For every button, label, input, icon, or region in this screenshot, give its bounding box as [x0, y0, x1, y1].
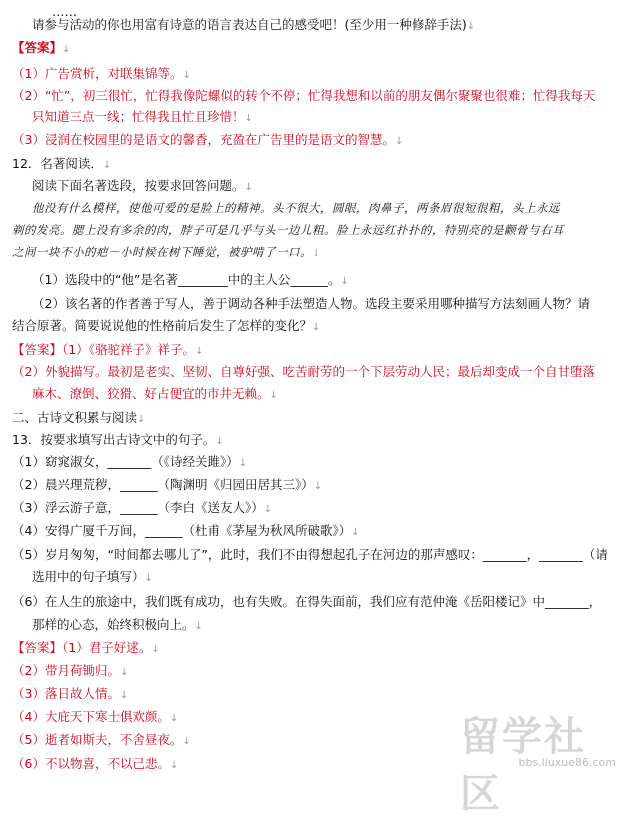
- line-text: （1）广告赏析，对联集锦等。: [12, 66, 183, 81]
- paragraph-mark: ↓: [62, 44, 71, 55]
- paragraph-mark: ↓: [102, 160, 112, 171]
- line-text: （2）该名著的作者善于写人，善于调动各种手法塑造人物。选段主要采用哪种描写方法刻画人物？请: [32, 296, 590, 311]
- line-text: （1）窈窕淑女，_______（《诗经关雎》）: [12, 454, 239, 469]
- line-text: （1）选段中的“他”是名著________中的主人公______。: [32, 272, 341, 287]
- paragraph-mark: ↓: [144, 573, 153, 584]
- line-text: 【答案】: [12, 40, 63, 55]
- text-line: [32, 17, 475, 35]
- text-line: [12, 523, 360, 541]
- paragraph-mark: ↓: [238, 458, 248, 469]
- text-line: [32, 200, 560, 216]
- line-text: （4）大庇天下寒士俱欢颜。: [12, 709, 170, 724]
- line-text: 之间一块不小的疤－小时候在树下睡觉，被驴啃了一口。: [12, 245, 312, 259]
- paragraph-mark: ↓: [340, 276, 349, 287]
- line-text: 二、古诗文积累与阅读: [12, 410, 138, 425]
- line-text: 选用中的句子填写）: [32, 569, 145, 584]
- text-line: [12, 686, 128, 704]
- line-text: 12．名著阅读．: [12, 156, 103, 171]
- line-text: （5）逝者如斯夫，不舍昼夜。: [12, 732, 183, 747]
- line-text: 阅读下面名著选段，按要求回答问题。: [32, 178, 245, 193]
- line-text: （6）不以物喜，不以己悲。: [12, 756, 170, 771]
- line-text: 13．按要求填写出古诗文中的句子。: [12, 432, 216, 447]
- line-text: 只知道三点一线；忙得我且忙且珍惜！: [32, 109, 245, 124]
- text-line: [12, 640, 160, 658]
- paragraph-mark: ↓: [312, 248, 321, 259]
- watermark-title: 留学社区: [460, 714, 586, 817]
- paragraph-mark: ↓: [182, 736, 191, 747]
- paragraph-mark: ↓: [244, 113, 253, 124]
- text-line: [12, 244, 321, 262]
- text-line: [32, 272, 349, 290]
- text-line: [32, 178, 253, 196]
- line-text: （6）在人生的旅途中，我们既有成功，也有失败。在得失面前，我们应有范仲淹《岳阳楼记》中_______，: [12, 594, 602, 609]
- paragraph-mark: ↓: [151, 644, 160, 655]
- line-text: （5）岁月匆匆，“时间都去哪儿了”，此时，我们不由得想起孔子在河边的那声感叹：_______，_______（请: [12, 547, 608, 562]
- line-text: （2）“忙”，初三很忙，忙得我像陀螺似的转个不停；忙得我想和以前的朋友偶尔聚聚也很难；忙得我每天: [12, 88, 596, 103]
- line-text: 他没有什么模样，使他可爱的是脸上的精神。头不很大，圆眼，肉鼻子，两条眉很短很粗，头上永远: [32, 201, 560, 215]
- line-text: （4）安得广厦千万间，______（杜甫《茅屋为秋风所破歌》）: [12, 523, 352, 538]
- line-text: 结合原著。简要说说他的性格前后发生了怎样的变化？: [12, 318, 313, 333]
- line-text: （2）晨兴理荒秽，______（陶渊明《归园田居其三》）: [12, 477, 314, 492]
- text-line: [32, 569, 153, 587]
- text-line: [12, 547, 608, 563]
- text-line: [12, 364, 595, 380]
- watermark-logo: [460, 705, 620, 817]
- line-text: （3）落日故人情。: [12, 686, 120, 701]
- text-line: [12, 410, 145, 428]
- line-text: ……: [52, 4, 77, 19]
- paragraph-mark: ↓: [394, 136, 404, 147]
- text-line: [12, 342, 203, 360]
- text-line: [32, 386, 278, 404]
- text-line: [12, 432, 224, 450]
- text-line: [12, 709, 178, 727]
- paragraph-mark: ↓: [244, 182, 253, 193]
- line-text: 请参与活动的你也用富有诗意的语言表达自己的感受吧！(至少用一种修辞手法): [32, 17, 467, 32]
- paragraph-mark: ↓: [312, 322, 321, 333]
- paragraph-mark: ↓: [169, 713, 179, 724]
- paragraph-mark: ↓: [194, 346, 204, 357]
- text-line: [12, 222, 564, 238]
- text-line: [12, 500, 272, 518]
- paragraph-mark: ↓: [119, 667, 129, 678]
- text-line: [12, 454, 247, 472]
- paragraph-mark: ↓: [269, 390, 278, 401]
- paragraph-mark: ↓: [169, 760, 179, 771]
- text-line: [12, 594, 601, 610]
- text-line: [12, 132, 403, 150]
- line-text: （2）带月荷锄归。: [12, 663, 120, 678]
- text-line: [12, 663, 128, 681]
- line-text: （3）浸润在校园里的是语文的馨香，充盈在广告里的是语文的智慧。: [12, 132, 395, 147]
- line-text: 【答案】（1）君子好逑。: [12, 640, 152, 655]
- paragraph-mark: ↓: [351, 527, 360, 538]
- paragraph-mark: ↓: [119, 690, 129, 701]
- text-line: [12, 156, 111, 174]
- line-text: 麻木、潦倒、狡猾、好占便宜的市井无赖。: [32, 386, 270, 401]
- paragraph-mark: ↓: [137, 414, 146, 425]
- text-line: [32, 296, 590, 312]
- text-line: [12, 66, 191, 84]
- watermark-url: bbs.liuxue86.com: [518, 756, 616, 769]
- text-line: [12, 756, 178, 774]
- text-line: [12, 318, 320, 336]
- text-line: [32, 617, 203, 635]
- text-line: [12, 40, 70, 58]
- text-line: [12, 732, 191, 750]
- paragraph-mark: ↓: [182, 70, 191, 81]
- line-text: 【答案】（1）《骆驼祥子》祥子。: [12, 342, 195, 357]
- paragraph-mark: ↓: [313, 481, 323, 492]
- paragraph-mark: ↓: [466, 21, 476, 32]
- text-line: [12, 477, 322, 495]
- line-text: （2）外貌描写。最初是老实、坚韧、自尊好强、吃苦耐劳的一个下层劳动人民；最后却变成一个自甘堕落: [12, 364, 595, 379]
- line-text: 剃的发亮。腮上没有多余的肉，脖子可是几乎与头一边儿粗。脸上永远红扑扑的，特别亮的是颧骨与右耳: [12, 223, 564, 237]
- line-text: 那样的心态，始终积极向上。: [32, 617, 195, 632]
- text-line: [32, 109, 253, 127]
- line-text: （3）浮云游子意，______（李白《送友人》）: [12, 500, 264, 515]
- paragraph-mark: ↓: [263, 504, 273, 515]
- paragraph-mark: ↓: [215, 436, 224, 447]
- paragraph-mark: ↓: [194, 621, 203, 632]
- text-line: [12, 88, 595, 104]
